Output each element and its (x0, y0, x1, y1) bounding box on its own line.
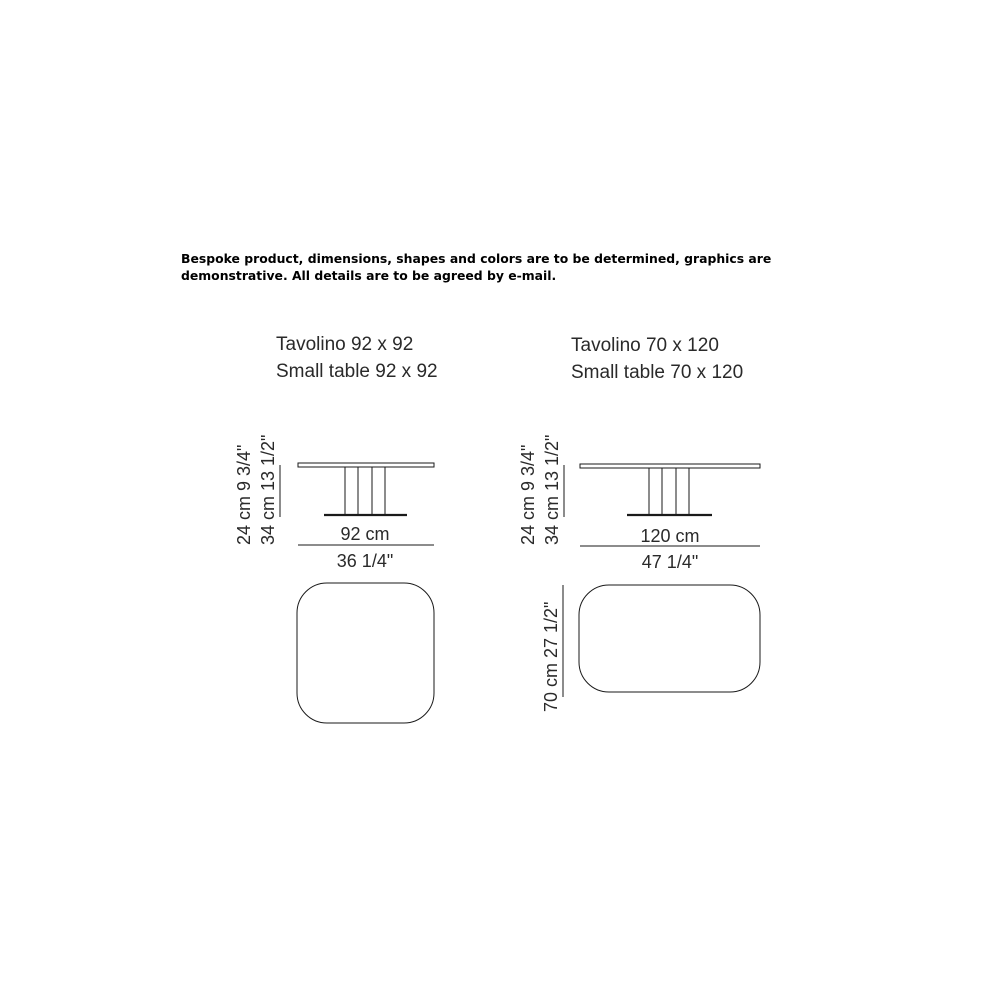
table-2-height-base: 24 cm 9 3/4" (518, 444, 538, 545)
table-1-title-it: Tavolino 92 x 92 (276, 334, 414, 355)
table-1-width-cm: 92 cm (340, 524, 390, 544)
table-2-width-cm: 120 cm (640, 526, 700, 546)
notice-line-2: demonstrative. All details are to be agreed by e-mail. (181, 268, 557, 283)
table-2-width-in: 47 1/4" (641, 552, 699, 572)
table-1-height-total: 34 cm 13 1/2" (258, 434, 278, 545)
table-1-title-en: Small table 92 x 92 (276, 361, 438, 382)
table-2-title-en: Small table 70 x 120 (571, 362, 744, 383)
table-1-height-base: 24 cm 9 3/4" (234, 444, 254, 545)
notice-line-1: Bespoke product, dimensions, shapes and colors are to be determined, graphics are (181, 251, 772, 266)
table-1-width-in: 36 1/4" (336, 551, 394, 571)
table-2-height-total: 34 cm 13 1/2" (542, 434, 562, 545)
table-2-top-view (579, 585, 760, 692)
table-1-top-view (297, 583, 434, 723)
table-2-top-side (580, 464, 760, 468)
table-2-depth: 70 cm 27 1/2" (541, 601, 561, 712)
table-70x120 (518, 335, 760, 712)
table-92x92 (234, 334, 438, 723)
table-2-title-it: Tavolino 70 x 120 (571, 335, 719, 356)
table-1-top-side (298, 463, 434, 467)
